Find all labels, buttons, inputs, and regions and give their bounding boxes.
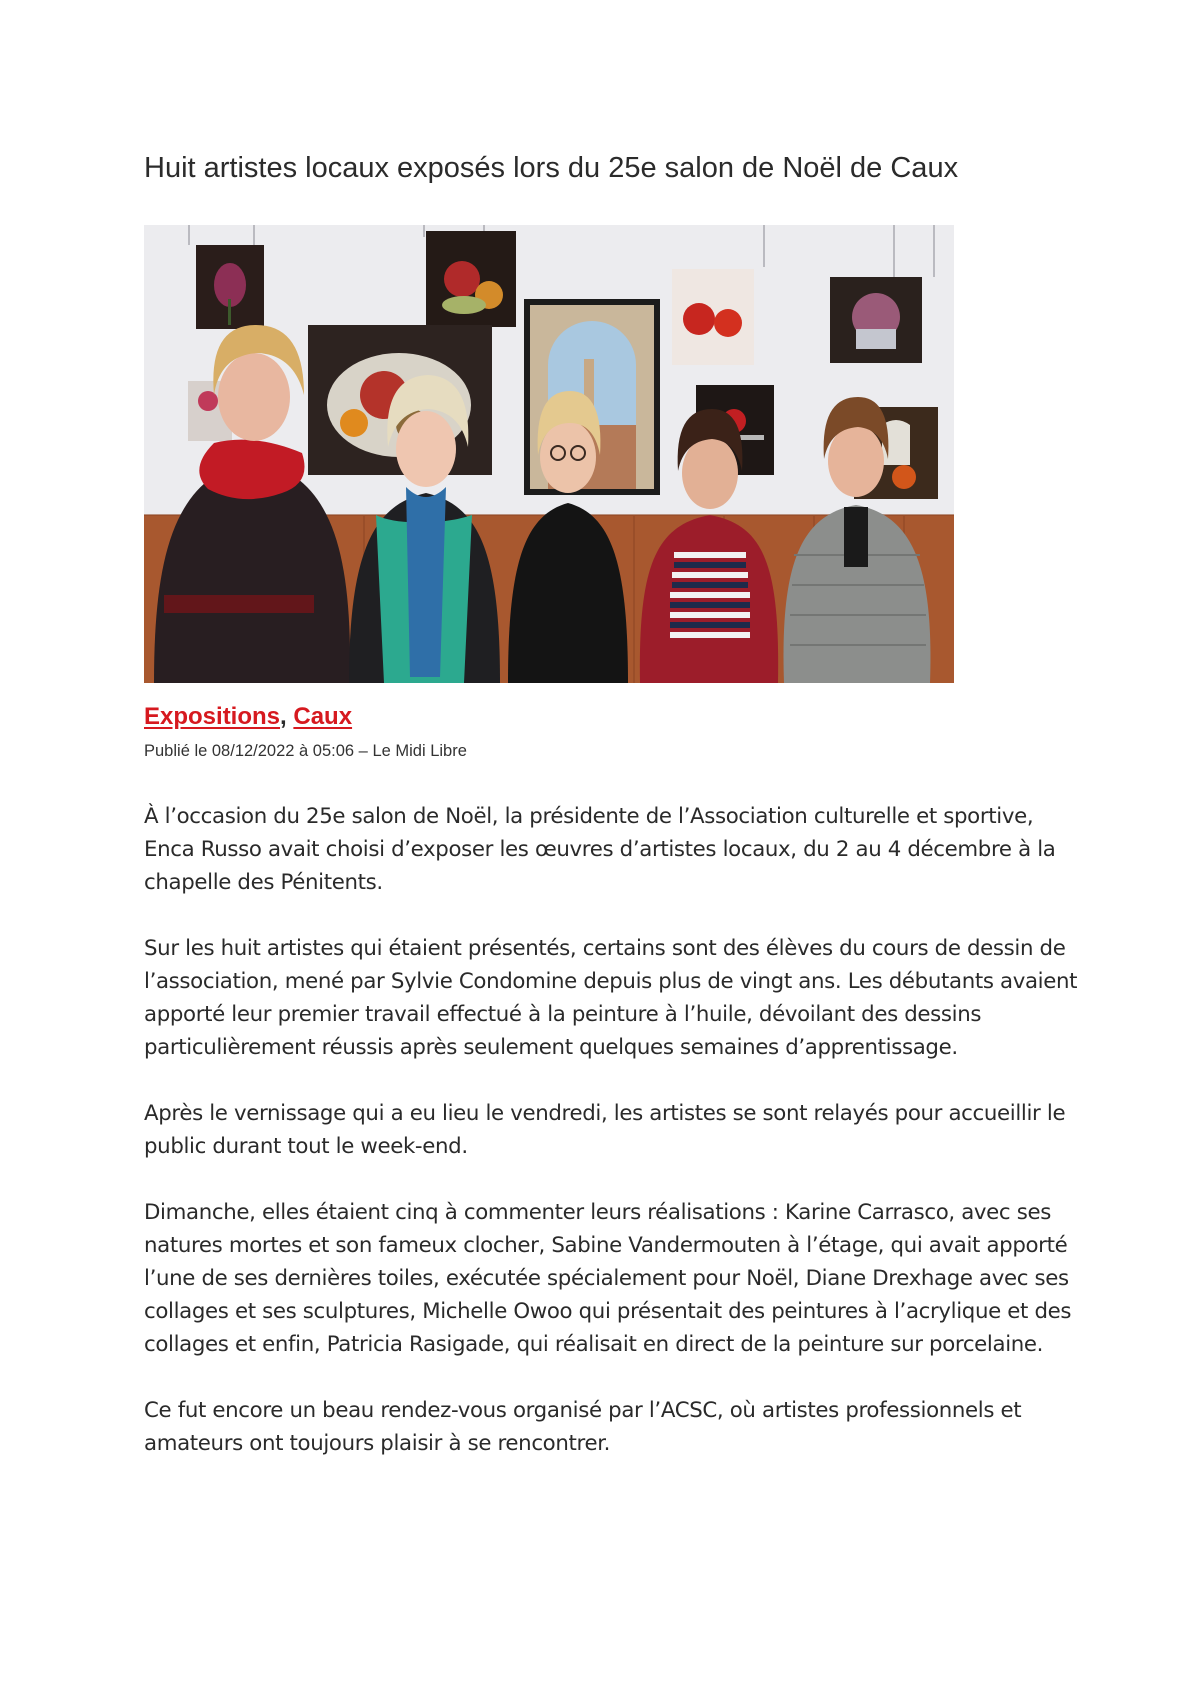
article-photo <box>144 225 954 683</box>
article-body <box>144 800 1079 1493</box>
paragraph: Ce fut encore un beau rendez-vous organisé par l’ACSC, où artistes professionnels et amateurs ont toujours plaisir à se rencontrer. <box>144 1398 1022 1456</box>
category-links <box>144 702 352 732</box>
category-link-expositions[interactable]: Expositions <box>144 703 281 730</box>
paragraph: Dimanche, elles étaient cinq à commenter leurs réalisations : Karine Carrasco, avec ses natures mortes et son fameux clocher, Sabine Vandermouten à l’étage, qui avait apporté l’une de ses dernières toiles, exécutée spécialement pour Noël, Diane Drexhage avec ses collages et ses sculptures, Michelle Owoo qui présentait des peintures à l’acrylique et des collages et enfin, Patricia Rasigade, qui réalisait en direct de la peinture sur porcelaine. <box>144 1200 1072 1357</box>
category-separator: , <box>280 703 294 730</box>
publication-info: Publié le 08/12/2022 à 05:06 – Le Midi Libre <box>144 742 467 760</box>
category-link-caux[interactable]: Caux <box>293 703 353 730</box>
paragraph: Après le vernissage qui a eu lieu le vendredi, les artistes se sont relayés pour accueillir le public durant tout le week-end. <box>144 1101 1066 1159</box>
paragraph: À l’occasion du 25e salon de Noël, la présidente de l’Association culturelle et sportive, Enca Russo avait choisi d’exposer les œuvres d’artistes locaux, du 2 au 4 décembre à la chapelle des Pénitents. <box>144 804 1056 895</box>
article-title: Huit artistes locaux exposés lors du 25e salon de Noël de Caux <box>144 152 959 184</box>
paragraph: Sur les huit artistes qui étaient présentés, certains sont des élèves du cours de dessin de l’association, mené par Sylvie Condomine depuis plus de vingt ans. Les débutants avaient apporté leur premier travail effectué à la peinture à l’huile, dévoilant des dessins particulièrement réussis après seulement quelques semaines d’apprentissage. <box>144 936 1078 1060</box>
